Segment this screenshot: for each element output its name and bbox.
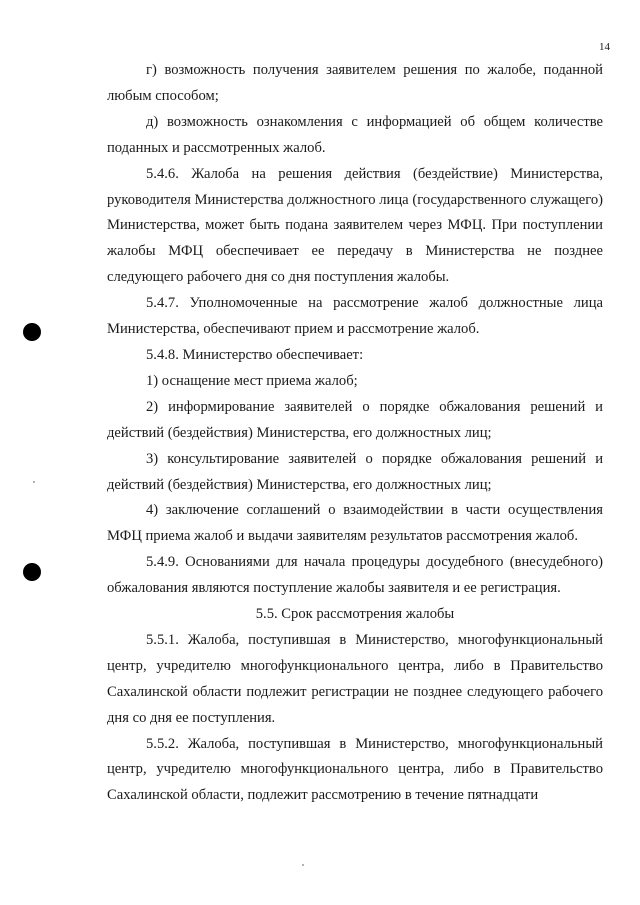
page-number: 14: [599, 41, 610, 53]
scan-speck: [302, 864, 304, 866]
scan-speck: [33, 481, 35, 483]
paragraph-g: г) возможность получения заявителем решения по жалобе, поданной любым способом;: [107, 62, 603, 104]
list-item-3: 3) консультирование заявителей о порядке обжалования решений и действий (бездействия) Министерства, его должностных лиц;: [107, 450, 603, 493]
paragraph-d: д) возможность ознакомления с информацией об общем количестве поданных и рассмотренных жалоб.: [107, 113, 603, 156]
paragraph-5-5-2: 5.5.2. Жалоба, поступившая в Министерство, многофункциональный центр, учредителю многофункционального центра, либо в Правительство Сахалинской области, подлежит рассмотрению в течение пятнадцати: [107, 735, 603, 804]
paragraph-5-4-9: 5.4.9. Основаниями для начала процедуры досудебного (внесудебного) обжалования являются поступление жалобы заявителя и ее регистрация.: [107, 554, 603, 597]
paragraph-5-4-7: 5.4.7. Уполномоченные на рассмотрение жалоб должностные лица Министерства, обеспечивают прием и рассмотрение жалоб.: [107, 295, 603, 338]
list-item-1: 1) оснащение мест приема жалоб;: [146, 372, 358, 389]
list-item-4: 4) заключение соглашений о взаимодействии в части осуществления МФЦ приема жалоб и выдачи заявителям результатов рассмотрения жалоб.: [107, 502, 603, 545]
punch-hole-top: [23, 323, 41, 341]
paragraph-5-4-8: 5.4.8. Министерство обеспечивает:: [146, 346, 364, 363]
section-heading: 5.5. Срок рассмотрения жалобы: [255, 606, 455, 623]
punch-hole-bottom: [23, 563, 41, 581]
paragraph-5-4-6: 5.4.6. Жалоба на решения действия (бездействие) Министерства, руководителя Министерства должностного лица (государственного служащего) Министерства, может быть подана заявителем через МФЦ. При поступлении жалобы МФЦ обеспечивает ее передачу в Министерства не позднее следующего рабочего дня со дня поступления жалобы.: [107, 165, 603, 286]
list-item-2: 2) информирование заявителей о порядке обжалования решений и действий (бездействия) Министерства, его должностных лиц;: [107, 398, 603, 441]
body-text: [107, 58, 603, 809]
paragraph-5-5-1: 5.5.1. Жалоба, поступившая в Министерство, многофункциональный центр, учредителю многофункционального центра, либо в Правительство Сахалинской области подлежит регистрации не позднее следующего рабочего дня со дня ее поступления.: [107, 631, 603, 726]
